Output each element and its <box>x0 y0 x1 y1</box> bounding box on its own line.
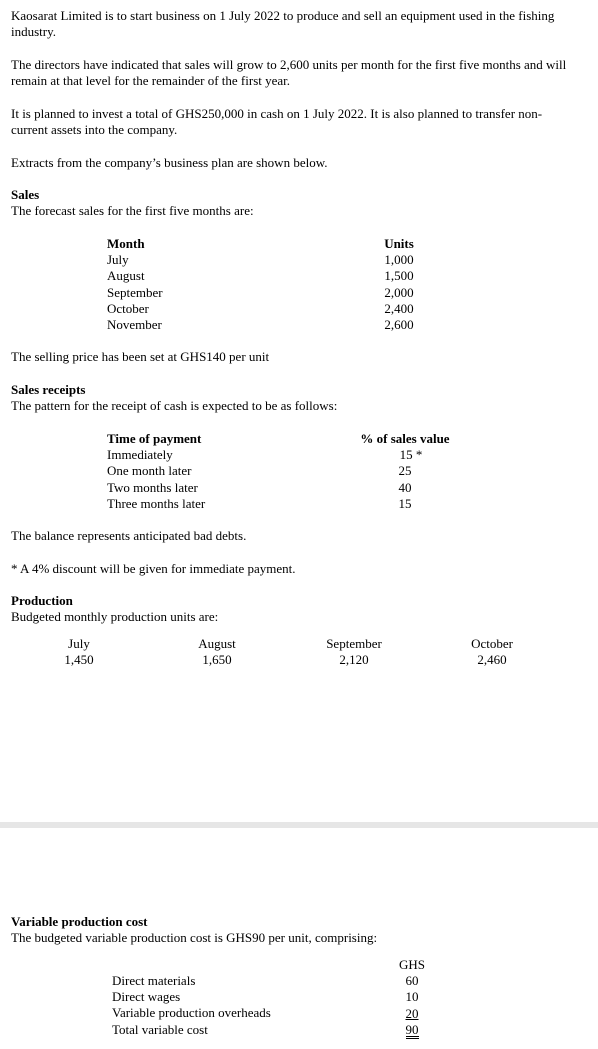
discount-note: * A 4% discount will be given for immediate payment. <box>11 561 296 576</box>
variable-cost-heading: Variable production cost <box>11 914 148 929</box>
receipts-time-column <box>107 431 205 512</box>
production-month-units: 1,450 <box>64 652 94 668</box>
intro-paragraph-2: The directors have indicated that sales will grow to 2,600 units per month for the first five months and will remain at that level for the remainder of the first year. <box>11 57 567 88</box>
production-month-label: August <box>198 636 236 651</box>
production-month-october <box>457 636 527 668</box>
sales-units-cell: 1,500 <box>384 268 414 284</box>
variable-cost-items-column <box>112 973 271 1038</box>
variable-cost-item: Direct materials <box>112 973 196 988</box>
variable-cost-amount: 10 <box>405 989 419 1005</box>
sales-month-cell: September <box>107 284 163 300</box>
intro-paragraph-1: Kaosarat Limited is to start business on 1 July 2022 to produce and sell an equipment used in the fishing industry. <box>11 8 555 39</box>
sales-month-column <box>107 236 163 333</box>
production-month-august <box>182 636 252 668</box>
sales-heading: Sales <box>11 187 40 202</box>
sales-units-header: Units <box>384 236 414 251</box>
sales-units-cell: 1,000 <box>384 252 414 268</box>
receipts-pct-cell: 40 <box>398 479 412 495</box>
sales-units-cell: 2,000 <box>384 284 414 300</box>
intro-paragraph-3: It is planned to invest a total of GHS250,000 in cash on 1 July 2022. It is also planned to transfer non-current assets into the company. <box>11 106 543 137</box>
receipts-pct-header: % of sales value <box>360 431 450 446</box>
production-month-label: October <box>471 636 513 651</box>
receipts-time-cell: Immediately <box>107 447 173 463</box>
receipts-time-cell: One month later <box>107 463 192 479</box>
receipts-pct-cell: 15 * <box>399 447 423 463</box>
variable-cost-item: Direct wages <box>112 989 181 1005</box>
intro-paragraph-4: Extracts from the company’s business plan are shown below. <box>11 155 328 170</box>
variable-cost-amount-column <box>390 957 434 1038</box>
sales-units-cell: 2,600 <box>384 316 414 332</box>
receipts-heading: Sales receipts <box>11 382 86 397</box>
receipts-time-cell: Two months later <box>107 479 198 495</box>
sales-month-cell: October <box>107 300 149 316</box>
sales-description: The forecast sales for the first five months are: <box>11 203 254 218</box>
receipts-pct-cell: 25 <box>398 463 412 479</box>
receipts-time-header: Time of payment <box>107 431 202 446</box>
variable-cost-total-label: Total variable cost <box>112 1021 208 1037</box>
variable-cost-currency: GHS <box>398 957 425 972</box>
production-month-label: September <box>326 636 382 651</box>
production-month-units: 2,460 <box>477 652 507 668</box>
production-month-september <box>314 636 394 668</box>
production-month-units: 2,120 <box>339 652 369 668</box>
receipts-pct-cell: 15 <box>398 495 412 511</box>
selling-price-note: The selling price has been set at GHS140 per unit <box>11 349 270 364</box>
receipts-pct-column <box>345 431 465 512</box>
variable-cost-total-amount: 90 <box>405 1021 419 1037</box>
page-divider <box>0 822 598 828</box>
sales-units-column <box>370 236 428 333</box>
bad-debts-note: The balance represents anticipated bad debts. <box>11 528 247 543</box>
production-month-units: 1,650 <box>202 652 232 668</box>
receipts-description: The pattern for the receipt of cash is expected to be as follows: <box>11 398 338 413</box>
sales-month-cell: November <box>107 316 162 332</box>
production-month-label: July <box>68 636 90 651</box>
variable-cost-description: The budgeted variable production cost is GHS90 per unit, comprising: <box>11 930 378 945</box>
variable-cost-item: Variable production overheads <box>112 1005 271 1021</box>
production-month-july <box>50 636 108 668</box>
sales-units-cell: 2,400 <box>384 300 414 316</box>
production-description: Budgeted monthly production units are: <box>11 609 219 624</box>
variable-cost-amount: 60 <box>405 973 419 989</box>
sales-month-cell: July <box>107 252 129 268</box>
variable-cost-amount: 20 <box>405 1005 419 1021</box>
production-heading: Production <box>11 593 73 608</box>
sales-month-cell: August <box>107 268 145 284</box>
receipts-time-cell: Three months later <box>107 495 206 511</box>
sales-month-header: Month <box>107 236 145 251</box>
